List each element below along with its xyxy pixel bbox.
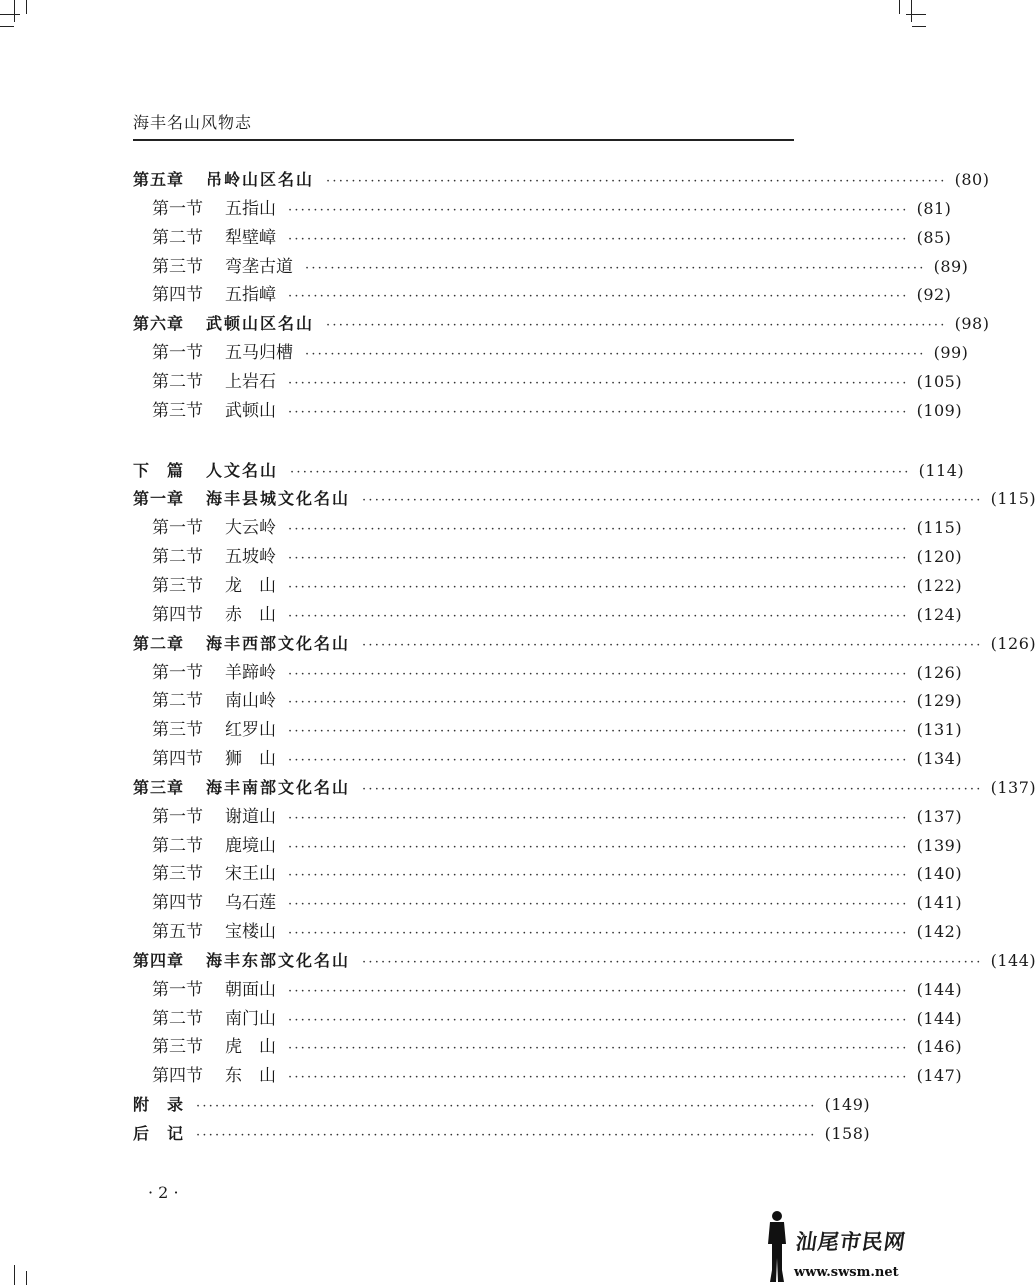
toc-entry-label: 第三节 [152, 575, 203, 596]
table-of-contents [133, 166, 1036, 1149]
toc-entry-title: 吊岭山区名山 [206, 170, 315, 189]
crop-mark [0, 26, 14, 27]
toc-entry-title: 五坡岭 [225, 547, 276, 568]
toc-section-row [133, 543, 963, 572]
toc-entry-label: 第一节 [152, 518, 203, 539]
toc-dot-leader: ·································································································· [362, 781, 983, 797]
toc-entry-title: 谢道山 [225, 806, 276, 827]
toc-entry-title: 南山岭 [225, 691, 276, 712]
toc-dot-leader: ·································································································· [196, 1128, 817, 1143]
toc-page-number: (115) [916, 518, 963, 538]
page-number: · 2 · [148, 1183, 179, 1202]
toc-section-row [133, 918, 963, 947]
toc-dot-leader: ·································································································· [288, 231, 909, 247]
toc-dot-leader: ·································································································· [288, 579, 909, 595]
toc-entry-title: 红罗山 [225, 720, 276, 741]
toc-entry-title: 上岩石 [225, 371, 276, 392]
toc-entry-label: 第一节 [152, 979, 203, 1000]
crop-mark [26, 0, 27, 14]
toc-chapter-row [133, 947, 1036, 976]
crop-mark [912, 26, 926, 27]
toc-page-number: (120) [916, 547, 963, 567]
toc-page-number: (137) [990, 777, 1036, 797]
toc-entry-title: 人文名山 [206, 460, 279, 480]
toc-entry-label: 第四节 [152, 749, 203, 770]
toc-section-row [133, 687, 963, 716]
toc-section-row [133, 368, 963, 397]
toc-section-row [133, 976, 963, 1005]
toc-dot-leader: ·································································································· [326, 318, 947, 334]
toc-chapter-row [133, 1120, 871, 1149]
toc-entry-label: 第三节 [152, 720, 203, 741]
toc-page-number: (105) [916, 371, 963, 391]
toc-page-number: (141) [916, 893, 963, 913]
toc-dot-leader: ·································································································· [288, 289, 909, 305]
toc-entry-title: 虎 山 [225, 1037, 276, 1058]
toc-dot-leader: ·································································································· [288, 810, 909, 826]
toc-section-row [133, 716, 963, 745]
toc-page-number: (126) [916, 662, 963, 682]
toc-entry-title: 赤 山 [225, 604, 276, 625]
toc-entry-label: 第四节 [152, 893, 203, 914]
toc-page-number: (139) [916, 835, 963, 855]
toc-chapter-row [133, 457, 965, 486]
toc-dot-leader: ·································································································· [288, 868, 909, 884]
toc-entry-label: 第五章 [133, 170, 185, 189]
toc-page-number: (80) [954, 170, 990, 189]
toc-page-number: (134) [916, 749, 963, 769]
toc-section-row [133, 195, 952, 224]
toc-section-row [133, 224, 952, 253]
toc-page-number: (109) [916, 400, 963, 420]
toc-section-row [133, 572, 963, 601]
toc-chapter-row [133, 485, 1036, 514]
toc-page-number: (131) [916, 720, 963, 740]
toc-chapter-row [133, 774, 1036, 803]
toc-dot-leader: ·································································································· [288, 608, 909, 624]
toc-entry-title: 大云岭 [225, 518, 276, 539]
toc-entry-label: 第一章 [133, 489, 185, 509]
toc-entry-label: 第一节 [152, 198, 203, 219]
toc-dot-leader: ·································································································· [288, 695, 909, 711]
toc-entry-label: 第六章 [133, 314, 185, 334]
toc-entry-title: 东 山 [225, 1066, 276, 1087]
toc-entry-label: 第二节 [152, 547, 203, 568]
toc-chapter-row [133, 1091, 871, 1120]
toc-entry-label: 第一节 [152, 806, 203, 827]
toc-entry-title: 海丰西部文化名山 [206, 633, 351, 653]
toc-entry-title: 南门山 [225, 1008, 276, 1029]
toc-page-number: (144) [990, 950, 1036, 970]
toc-dot-leader: ·································································································· [288, 551, 909, 567]
toc-entry-label: 第三节 [152, 256, 203, 277]
toc-entry-label: 第二节 [152, 227, 203, 248]
toc-chapter-row [133, 310, 990, 339]
toc-entry-label: 第二节 [152, 835, 203, 856]
toc-section-row [133, 860, 963, 889]
toc-entry-title: 狮 山 [225, 749, 276, 770]
toc-page-number: (142) [916, 922, 963, 942]
toc-dot-leader: ·································································································· [362, 637, 983, 653]
toc-page-number: (92) [916, 285, 952, 305]
toc-entry-label: 第一节 [152, 662, 203, 683]
toc-section-row [133, 1005, 963, 1034]
toc-entry-title: 海丰县城文化名山 [206, 489, 351, 509]
toc-dot-leader: ·································································································· [288, 753, 909, 769]
toc-section-row [133, 514, 963, 543]
toc-dot-leader: ·································································································· [288, 926, 909, 942]
toc-page-number: (129) [916, 691, 963, 711]
header-rule [133, 139, 794, 141]
toc-entry-label: 第三节 [152, 864, 203, 885]
toc-entry-label: 第一节 [152, 343, 203, 364]
toc-entry-label: 后 记 [133, 1124, 185, 1143]
toc-entry-label: 第二章 [133, 633, 185, 653]
crop-mark [26, 1271, 27, 1285]
toc-page-number: (98) [954, 314, 990, 334]
toc-page-number: (137) [916, 806, 963, 826]
toc-page-number: (89) [933, 256, 969, 276]
crop-mark [911, 0, 912, 22]
toc-entry-label: 下 篇 [133, 460, 185, 480]
toc-page-number: (144) [916, 1008, 963, 1028]
toc-section-row [133, 339, 969, 368]
toc-section-row [133, 803, 963, 832]
toc-dot-leader: ·································································································· [290, 464, 911, 480]
toc-dot-leader: ·································································································· [288, 202, 909, 218]
toc-section-row [133, 832, 963, 861]
toc-entry-label: 第三节 [152, 1037, 203, 1058]
toc-entry-title: 海丰南部文化名山 [206, 777, 351, 797]
toc-page-number: (99) [933, 343, 969, 363]
watermark-logo-text: 汕尾市民网 [794, 1230, 908, 1254]
toc-entry-title: 鹿境山 [225, 835, 276, 856]
toc-chapter-row [133, 166, 990, 195]
toc-section-row [133, 1062, 963, 1091]
toc-dot-leader: ·································································································· [288, 522, 909, 538]
toc-entry-title: 宋王山 [225, 864, 276, 885]
toc-entry-label: 第三章 [133, 777, 185, 797]
toc-page-number: (144) [916, 979, 963, 999]
toc-entry-title: 乌石莲 [225, 893, 276, 914]
toc-page-number: (115) [990, 489, 1036, 509]
toc-entry-label: 第二节 [152, 1008, 203, 1029]
toc-entry-label: 附 录 [133, 1095, 185, 1115]
toc-entry-label: 第五节 [152, 922, 203, 943]
toc-entry-title: 五马归槽 [225, 343, 293, 364]
toc-dot-leader: ·································································································· [288, 375, 909, 391]
toc-dot-leader: ·································································································· [288, 404, 909, 420]
toc-dot-leader: ·································································································· [288, 1041, 909, 1057]
toc-page-number: (81) [916, 198, 952, 218]
toc-dot-leader: ·································································································· [362, 493, 983, 509]
toc-entry-title: 犁壁嶂 [225, 227, 276, 248]
toc-entry-title: 五指嶂 [225, 285, 276, 306]
toc-dot-leader: ·································································································· [288, 1070, 909, 1086]
watermark-url: www.swsm.net [794, 1265, 899, 1280]
toc-entry-title: 朝面山 [225, 979, 276, 1000]
toc-page-number: (149) [824, 1095, 871, 1115]
crop-mark [14, 0, 15, 22]
toc-section-row [133, 889, 963, 918]
toc-entry-label: 第四章 [133, 950, 185, 970]
toc-entry-title: 武顿山区名山 [206, 314, 315, 334]
toc-entry-title: 羊蹄岭 [225, 662, 276, 683]
toc-page-number: (85) [916, 227, 952, 247]
toc-page-number: (158) [824, 1124, 871, 1143]
person-silhouette-icon [764, 1210, 790, 1285]
crop-mark [899, 0, 900, 14]
toc-page-number: (124) [916, 604, 963, 624]
toc-page-number: (147) [916, 1066, 963, 1086]
toc-entry-title: 武顿山 [225, 400, 276, 421]
toc-entry-title: 弯垄古道 [225, 256, 293, 277]
toc-dot-leader: ·································································································· [288, 1012, 909, 1028]
toc-entry-title: 龙 山 [225, 575, 276, 596]
toc-dot-leader: ·································································································· [326, 174, 947, 189]
crop-mark [906, 14, 926, 15]
running-head: 海丰名山风物志 [133, 113, 253, 132]
toc-section-row [133, 253, 969, 282]
toc-dot-leader: ·································································································· [288, 724, 909, 740]
toc-section-row [133, 601, 963, 630]
toc-page-number: (146) [916, 1037, 963, 1057]
toc-entry-title: 宝楼山 [225, 922, 276, 943]
crop-mark [14, 1265, 15, 1285]
toc-dot-leader: ·································································································· [288, 897, 909, 913]
toc-dot-leader: ·································································································· [305, 260, 926, 276]
toc-page-number: (126) [990, 633, 1036, 653]
toc-dot-leader: ·································································································· [288, 983, 909, 999]
toc-entry-title: 海丰东部文化名山 [206, 950, 351, 970]
toc-section-row [133, 745, 963, 774]
toc-dot-leader: ·································································································· [288, 839, 909, 855]
toc-dot-leader: ·································································································· [288, 666, 909, 682]
toc-page-number: (114) [918, 460, 965, 480]
toc-entry-label: 第二节 [152, 371, 203, 392]
crop-mark [0, 14, 20, 15]
toc-entry-label: 第四节 [152, 1066, 203, 1087]
toc-dot-leader: ·································································································· [305, 347, 926, 363]
watermark-logo [760, 1210, 920, 1285]
toc-dot-leader: ·································································································· [196, 1099, 817, 1115]
toc-page-number: (140) [916, 864, 963, 884]
toc-section-row [133, 659, 963, 688]
toc-entry-title: 五指山 [225, 198, 276, 219]
toc-entry-label: 第四节 [152, 604, 203, 625]
toc-section-row [133, 281, 952, 310]
toc-entry-label: 第三节 [152, 400, 203, 421]
toc-section-row [133, 1033, 963, 1062]
toc-chapter-row [133, 630, 1036, 659]
toc-dot-leader: ·································································································· [362, 954, 983, 970]
toc-entry-label: 第四节 [152, 285, 203, 306]
toc-entry-label: 第二节 [152, 691, 203, 712]
toc-page-number: (122) [916, 575, 963, 595]
toc-section-row [133, 397, 963, 426]
